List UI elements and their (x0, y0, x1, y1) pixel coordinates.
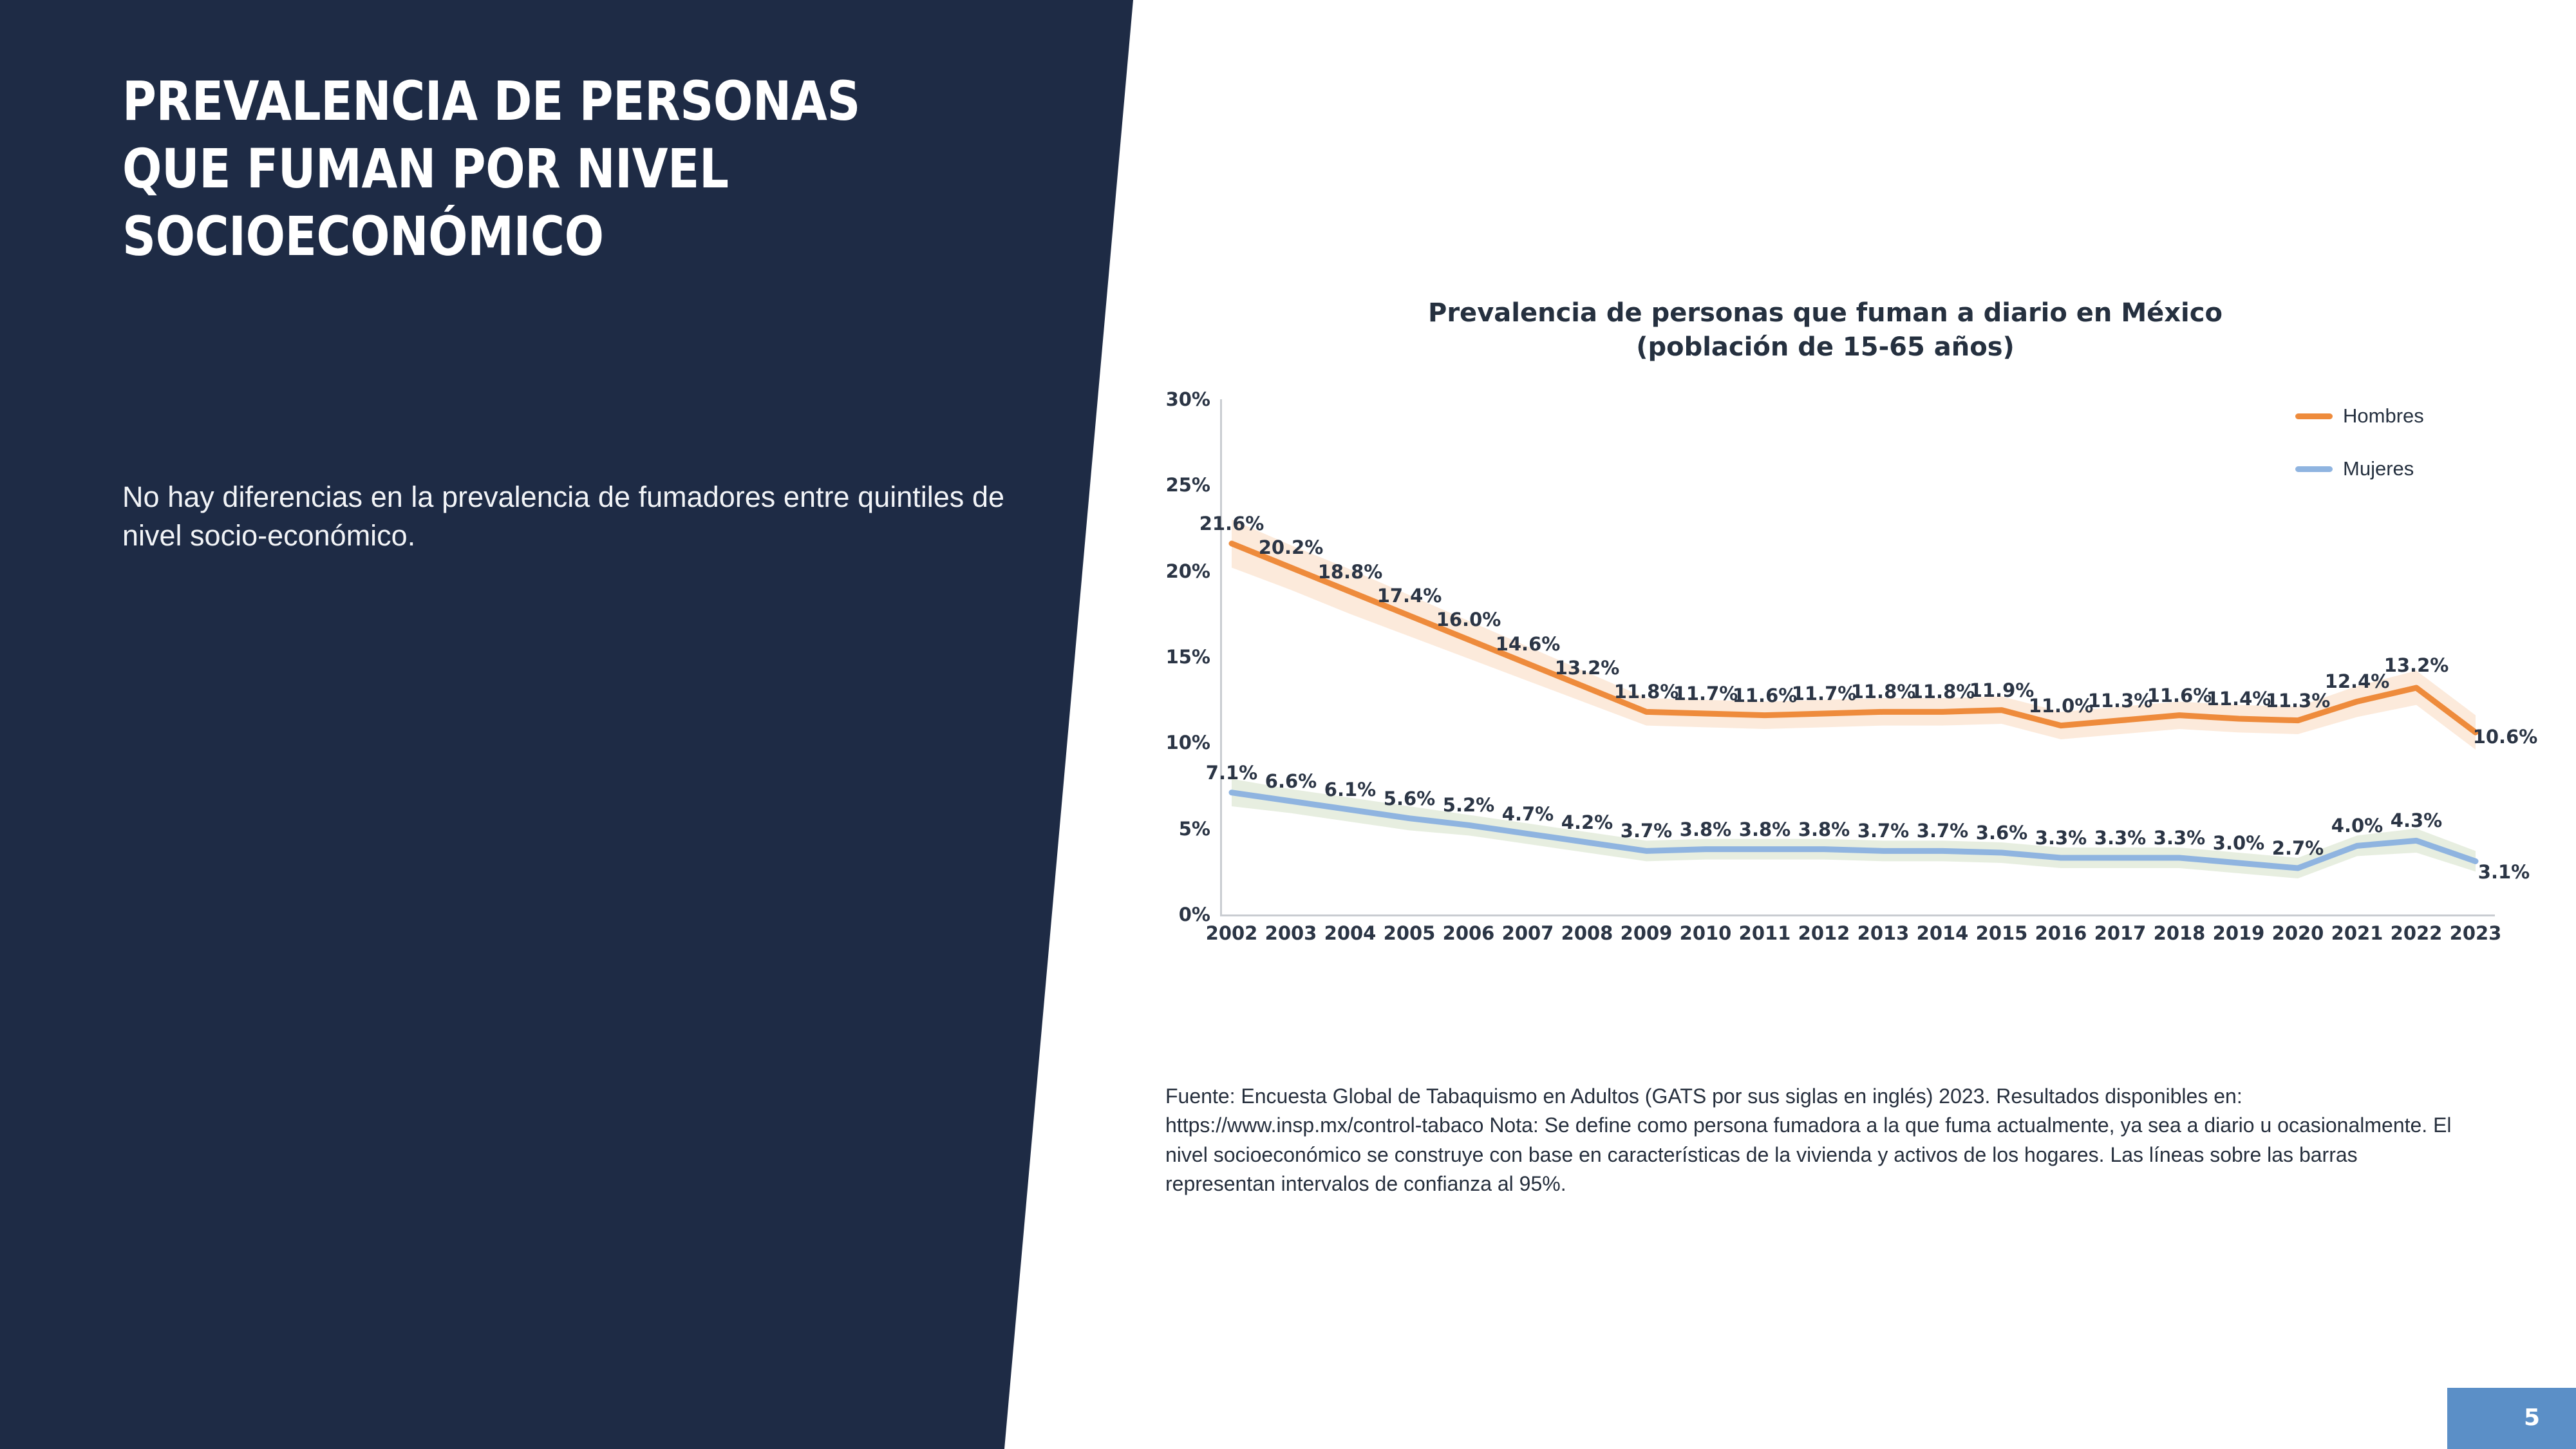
data-label: 3.3% (2035, 827, 2087, 849)
data-label: 7.1% (1205, 761, 1258, 784)
data-label: 11.8% (1910, 681, 1975, 703)
data-label: 3.1% (2477, 861, 2530, 884)
source-note: Fuente: Encuesta Global de Tabaquismo en Adultos (GATS por sus siglas en inglés) 2023. Resultados disponibles en: https://www.insp.mx/control-tabaco Nota: Se define como persona fumadora a la que fuma actualmente, ya sea a diario u ocasionalmente. El nivel socioeconómico se construye con base en características de la vivienda y activos de los hogares. Las líneas sobre las barras representan intervalos de confianza al 95%. (1165, 1084, 2452, 1196)
data-label: 2.7% (2271, 837, 2324, 859)
y-tick-label: 0% (1178, 904, 1210, 925)
x-tick-label: 2009 (1620, 922, 1673, 944)
data-label: 4.7% (1501, 802, 1554, 825)
data-label: 13.2% (2383, 654, 2449, 676)
x-tick-label: 2012 (1798, 922, 1850, 944)
data-label: 12.4% (2324, 670, 2390, 693)
x-tick-label: 2022 (2390, 922, 2443, 944)
data-label: 11.4% (2206, 688, 2271, 710)
y-axis-labels (1133, 388, 1210, 925)
x-tick-label: 2006 (1442, 922, 1495, 944)
y-tick-label: 5% (1178, 817, 1210, 840)
data-label: 4.3% (2390, 810, 2443, 832)
data-label: 11.7% (1673, 683, 1738, 705)
x-tick-label: 2002 (1205, 922, 1258, 944)
data-label: 3.7% (1857, 820, 1910, 842)
data-label: 3.6% (1975, 822, 2028, 844)
data-label: 6.1% (1324, 779, 1377, 801)
y-axis-line (1220, 399, 1222, 916)
data-label: 11.8% (1850, 681, 1916, 703)
x-tick-label: 2003 (1264, 922, 1317, 944)
data-label: 3.8% (1738, 818, 1791, 840)
data-label: 3.8% (1679, 818, 1732, 840)
data-label: 11.8% (1613, 681, 1679, 703)
x-tick-label: 2011 (1738, 922, 1791, 944)
x-axis-labels (1205, 922, 2502, 954)
data-label: 3.3% (2153, 827, 2206, 849)
x-tick-label: 2021 (2331, 922, 2383, 944)
x-tick-label: 2014 (1916, 922, 1969, 944)
data-label: 21.6% (1199, 513, 1264, 535)
data-label: 13.2% (1554, 657, 1620, 679)
y-tick-label: 15% (1165, 646, 1210, 668)
page-number: 5 (2523, 1405, 2540, 1431)
data-label: 11.6% (2147, 684, 2212, 706)
x-tick-label: 2013 (1857, 922, 1910, 944)
x-tick-label: 2005 (1383, 922, 1436, 944)
y-tick-label: 25% (1165, 474, 1210, 497)
x-tick-label: 2023 (2449, 922, 2502, 944)
y-tick-label: 30% (1165, 388, 1210, 410)
data-label: 16.0% (1436, 609, 1501, 631)
chart-container (1133, 296, 2538, 1024)
plot-area (1199, 399, 2538, 914)
chart-title-line1: Prevalencia de personas que fuman a diario en México (1428, 298, 2223, 328)
x-tick-label: 2018 (2153, 922, 2206, 944)
x-axis-line (1220, 914, 2495, 916)
data-label: 11.3% (2087, 689, 2153, 712)
x-tick-label: 2008 (1561, 922, 1613, 944)
data-label: 18.8% (1317, 560, 1383, 583)
data-label: 3.7% (1620, 820, 1673, 842)
x-tick-label: 2020 (2271, 922, 2324, 944)
legend-label-hombres: Hombres (2343, 404, 2424, 427)
data-label: 5.2% (1442, 794, 1495, 817)
x-tick-label: 2007 (1501, 922, 1554, 944)
data-label: 3.0% (2212, 832, 2265, 854)
data-label: 11.7% (1791, 683, 1857, 705)
data-label: 3.8% (1798, 818, 1850, 840)
data-label: 20.2% (1258, 536, 1324, 559)
data-label: 4.2% (1561, 811, 1613, 833)
chart-title (1133, 296, 2517, 365)
plot-wrap (1133, 388, 2538, 1018)
data-label: 6.6% (1264, 770, 1317, 792)
legend-label-mujeres: Mujeres (2343, 457, 2414, 480)
y-tick-label: 20% (1165, 560, 1210, 582)
y-tick-label: 10% (1165, 732, 1210, 754)
data-label: 11.3% (2265, 689, 2331, 712)
page-number-badge (2447, 1388, 2576, 1449)
x-tick-label: 2017 (2094, 922, 2147, 944)
data-label: 11.6% (1732, 684, 1798, 706)
data-label: 3.7% (1916, 820, 1969, 842)
data-label: 5.6% (1383, 787, 1436, 810)
x-tick-label: 2015 (1975, 922, 2028, 944)
data-label: 10.6% (2472, 726, 2538, 748)
data-label: 11.9% (1969, 679, 2035, 701)
x-tick-label: 2010 (1679, 922, 1732, 944)
x-tick-label: 2016 (2035, 922, 2087, 944)
data-label: 3.3% (2094, 827, 2147, 849)
page-title: PREVALENCIA DE PERSONAS QUE FUMAN POR NIVEL SOCIOECONÓMICO (122, 70, 860, 268)
data-label: 4.0% (2331, 815, 2383, 837)
data-label: 14.6% (1495, 632, 1561, 655)
data-label: 17.4% (1377, 585, 1442, 607)
chart-title-line2: (población de 15-65 años) (1636, 332, 2015, 362)
data-label: 11.0% (2028, 694, 2094, 717)
x-tick-label: 2004 (1324, 922, 1377, 944)
page-subtitle: No hay diferencias en la prevalencia de fumadores entre quintiles de nivel socio-económico. (122, 480, 1004, 552)
x-tick-label: 2019 (2212, 922, 2265, 944)
